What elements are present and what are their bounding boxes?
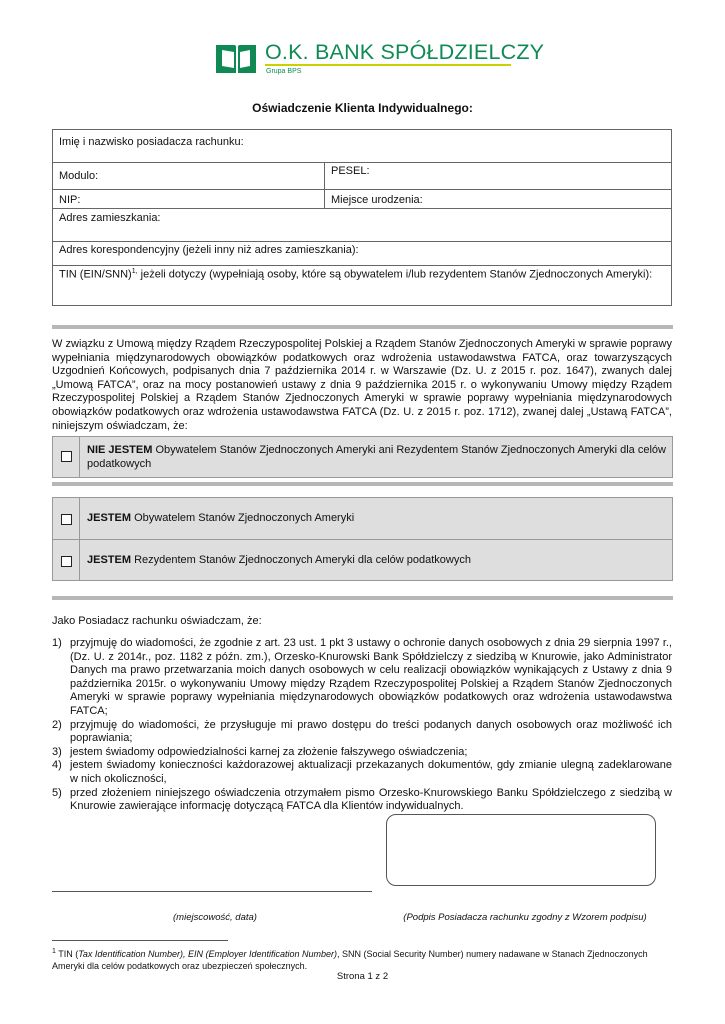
option-bold: JESTEM	[87, 554, 132, 566]
declaration-heading: Jako Posiadacz rachunku oświadczam, że:	[52, 615, 262, 627]
item-number: 3)	[52, 745, 62, 758]
footnote-lead: TIN (	[55, 949, 79, 959]
declaration-item	[52, 787, 672, 814]
tin-prefix: TIN (EIN/SNN)	[59, 268, 132, 281]
place-date-label: (miejscowość, data)	[173, 912, 257, 923]
option-label	[87, 444, 667, 471]
section-divider	[52, 482, 673, 486]
footnote	[52, 946, 652, 972]
option-not-us-person[interactable]	[52, 436, 673, 478]
checkbox-us-citizen[interactable]	[61, 514, 72, 525]
document-title: Oświadczenie Klienta Indywidualnego:	[252, 101, 473, 115]
address-field[interactable]: Adres zamieszkania:	[59, 212, 161, 224]
item-text: przyjmuję do wiadomości, że zgodnie z art. 23 ust. 1 pkt 3 ustawy o ochronie danych osobowych z dnia 29 sierpnia 1997 r., (Dz. U. z 2014r., poz. 1182 z późn. zm.), Orzesko-Knurowski Bank Spółdzielczy z siedzibą w Knurowie, jako Administrator Danych ma prawo przetwarzania moich danych osobowych w celu realizacji obowiązków wynikających z Ustawy z dnia 9 października 2015r. o wykonywaniu Umowy między Rządem Rzeczypospolitej Polskiej a Rządem Stanów Zjednoczonych Ameryki w sprawie poprawy wypełniania międzynarodowych obowiązków podatkowych oraz wdrożenia ustawodawstwa FATCA;	[70, 637, 672, 717]
option-text: Obywatelem Stanów Zjednoczonych Ameryki	[131, 512, 355, 524]
place-date-line[interactable]	[52, 891, 372, 892]
item-text: jestem świadomy konieczności każdorazowej aktualizacji przekazanych dokumentów, gdy zmianie ulegną zadeklarowane w nich okoliczności,	[70, 759, 672, 785]
option-text: Rezydentem Stanów Zjednoczonych Ameryki dla celów podatkowych	[131, 554, 471, 566]
item-number: 4)	[52, 759, 62, 772]
section-divider	[52, 596, 673, 600]
book-logo-icon	[214, 42, 258, 76]
declaration-item	[52, 719, 672, 746]
pesel-field[interactable]: PESEL:	[331, 165, 370, 177]
fatca-intro-paragraph: W związku z Umową między Rządem Rzeczypospolitej Polskiej a Rządem Stanów Zjednoczonych Ameryki w sprawie poprawy wypełniania międzynarodowych obowiązków podatkowych oraz wdrożenia ustawodawstwa FATCA, oraz towarzyszących Uzgodnień Końcowych, podpisanych dnia 7 października 2014 r. w Warszawie (Dz. U. z 2015 r. poz. 1647), zwanych dalej „Umową FATCA”, oraz na mocy postanowień ustawy z dnia 9 października 2015 r. o wykonywaniu Umowy między Rządem Rzeczypospolitej Polskiej a Rządem Stanów Zjednoczonych Ameryki w sprawie poprawy wypełniania międzynarodowych obowiązków podatkowych oraz wdrożenia ustawodawstwa FATCA (Dz. U. z 2015 r. poz. 1712), zwanej dalej „Ustawą FATCA”, niniejszym oświadczam, że:	[52, 338, 672, 432]
checkbox-not-us-person[interactable]	[61, 451, 72, 462]
option-bold: JESTEM	[87, 512, 132, 524]
declaration-item	[52, 759, 672, 786]
tin-description: jeżeli dotyczy (wypełniają osoby, które są obywatelem i/lub rezydentem Stanów Zjednoczonych Ameryki):	[137, 268, 653, 281]
item-number: 1)	[52, 637, 62, 649]
client-data-form	[52, 129, 672, 306]
correspondence-field[interactable]: Adres korespondencyjny (jeżeli inny niż adres zamieszkania):	[59, 244, 359, 256]
logo-underline	[265, 64, 511, 66]
item-number: 2)	[52, 718, 62, 731]
tin-field[interactable]	[59, 268, 652, 281]
checkbox-us-resident[interactable]	[61, 556, 72, 567]
option-us-resident[interactable]	[87, 554, 471, 568]
bank-name: O.K. BANK SPÓŁDZIELCZY	[265, 40, 545, 64]
modulo-field[interactable]: Modulo:	[59, 170, 99, 182]
footnote-divider	[52, 940, 228, 941]
signature-label: (Podpis Posiadacza rachunku zgodny z Wzorem podpisu)	[403, 912, 647, 923]
holder-name-field[interactable]: Imię i nazwisko posiadacza rachunku:	[59, 136, 244, 148]
nip-field[interactable]: NIP:	[59, 194, 81, 206]
item-text: przyjmuję do wiadomości, że przysługuje mi prawo dostępu do treści podanych danych osobowych oraz możliwość ich poprawiania;	[70, 718, 672, 745]
declaration-list	[52, 637, 672, 814]
declaration-item	[52, 746, 672, 760]
item-text: przed złożeniem niniejszego oświadczenia otrzymałem pismo Orzesko-Knurowskiego Banku Spółdzielczego z siedzibą w Knurowie zawierające informację dotyczącą FATCA dla Klientów indywidualnych.	[70, 786, 672, 813]
footnote-ref: 1,	[131, 268, 138, 275]
footnote-italic: Tax Identification Number), EIN (Employer Identification Number)	[78, 949, 338, 959]
declaration-item	[52, 637, 672, 719]
section-divider	[52, 325, 673, 329]
us-person-options	[52, 497, 673, 581]
item-text: jestem świadomy odpowiedzialności karnej za złożenie fałszywego oświadczenia;	[70, 745, 468, 758]
signature-box[interactable]	[386, 814, 656, 886]
birthplace-field[interactable]: Miejsce urodzenia:	[331, 194, 423, 206]
footnote-number: 1	[52, 948, 56, 955]
option-text: Obywatelem Stanów Zjednoczonych Ameryki ani Rezydentem Stanów Zjednoczonych Ameryki dla celów podatkowych	[87, 444, 666, 470]
page-number: Strona 1 z 2	[336, 971, 389, 982]
footnote-rest: , SNN (Social Security Number) numery nadawane w Stanach Zjednoczonych Ameryki dla celów podatkowych oraz ubezpieczeń społecznych.	[52, 949, 648, 971]
bank-group: Grupa BPS	[266, 68, 302, 75]
option-bold: NIE JESTEM	[87, 444, 153, 456]
item-number: 5)	[52, 786, 62, 799]
option-us-citizen[interactable]	[87, 512, 354, 526]
